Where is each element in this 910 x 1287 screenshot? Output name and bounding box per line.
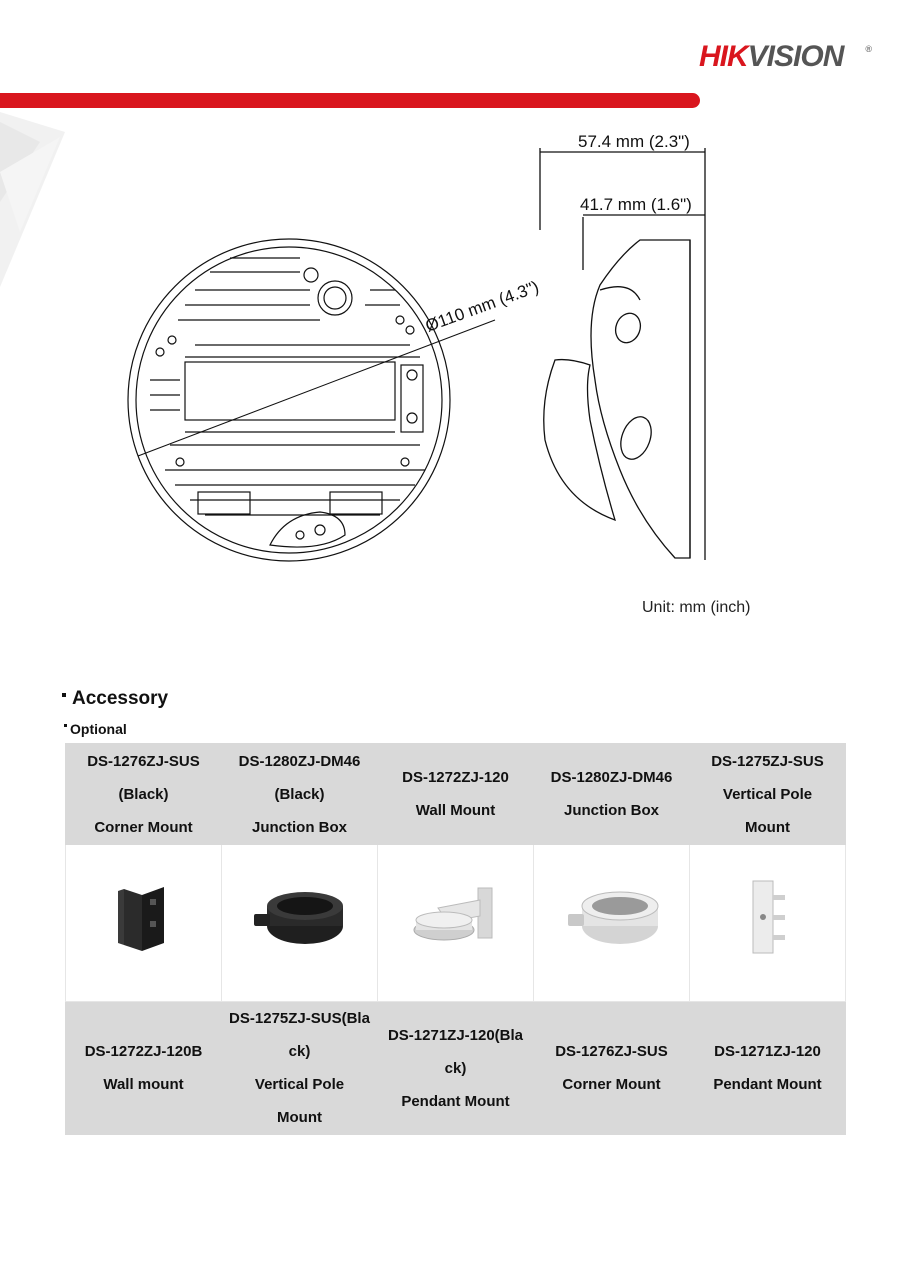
accessory-table xyxy=(65,743,846,1135)
optional-subheading: Optional xyxy=(64,721,127,737)
bottom-view xyxy=(128,239,450,561)
vertical-pole-mount-image xyxy=(743,879,793,955)
bullet-icon xyxy=(64,724,67,727)
table-cell: DS-1275ZJ-SUS(Black) Vertical Pole Mount xyxy=(222,1002,378,1135)
table-cell: DS-1276ZJ-SUS (Black) Corner Mount xyxy=(66,744,222,845)
header-red-bar xyxy=(0,93,700,108)
table-cell: DS-1271ZJ-120(Black) Pendant Mount xyxy=(378,1002,534,1135)
table-cell: DS-1271ZJ-120 Pendant Mount xyxy=(690,1002,846,1135)
table-cell xyxy=(378,845,534,1002)
diameter-label: Ø110 mm (4.3") xyxy=(422,277,542,336)
dimension-drawing xyxy=(0,120,910,580)
accessory-heading: Accessory xyxy=(62,688,168,710)
table-row xyxy=(66,1002,846,1135)
table-cell xyxy=(534,845,690,1002)
dome-depth-label: 41.7 mm (1.6") xyxy=(580,195,692,214)
table-cell: DS-1272ZJ-120B Wall mount xyxy=(66,1002,222,1135)
table-cell xyxy=(690,845,846,1002)
table-cell xyxy=(66,845,222,1002)
corner-mount-black-image xyxy=(114,881,174,953)
table-cell xyxy=(222,845,378,1002)
wall-mount-white-image xyxy=(408,882,504,952)
table-cell: DS-1280ZJ-DM46 (Black) Junction Box xyxy=(222,744,378,845)
junction-box-black-image xyxy=(250,884,350,950)
junction-box-white-image xyxy=(562,884,662,950)
hikvision-logo: HIKVISION ® xyxy=(699,40,871,73)
unit-note: Unit: mm (inch) xyxy=(642,599,751,616)
bullet-icon xyxy=(62,693,66,697)
table-row xyxy=(66,744,846,845)
total-depth-label: 57.4 mm (2.3") xyxy=(578,132,690,151)
table-cell: DS-1280ZJ-DM46 Junction Box xyxy=(534,744,690,845)
table-cell: DS-1275ZJ-SUS Vertical Pole Mount xyxy=(690,744,846,845)
table-row xyxy=(66,845,846,1002)
table-cell: DS-1272ZJ-120 Wall Mount xyxy=(378,744,534,845)
table-cell: DS-1276ZJ-SUS Corner Mount xyxy=(534,1002,690,1135)
